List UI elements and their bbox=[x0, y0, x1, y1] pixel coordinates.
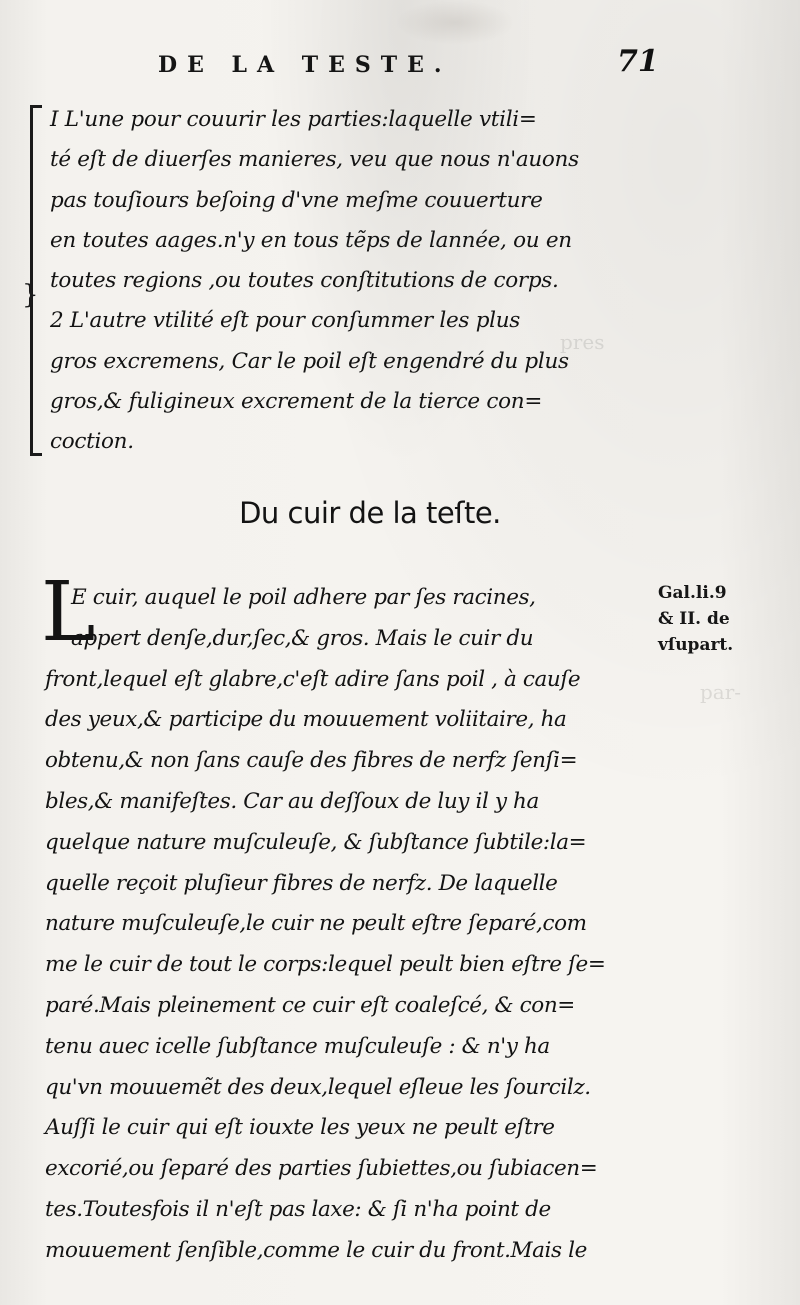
text-line: gros excremens, Car le poil eſt engendré du plus bbox=[50, 348, 569, 374]
text-line: toutes regions ,ou toutes conſtitutions de corps. bbox=[50, 268, 559, 294]
text-line: bles,& manifeſtes. Car au deſſoux de luy il y ha bbox=[45, 788, 539, 814]
body-paragraph bbox=[45, 578, 670, 1272]
paper-stain bbox=[395, 0, 515, 45]
text-line: front,lequel eſt glabre,c'eſt adire ſans poil , à cauſe bbox=[45, 666, 581, 692]
text-line: Auſſi le cuir qui eſt iouxte les yeux ne peult eſtre bbox=[45, 1115, 555, 1141]
page-header bbox=[0, 44, 800, 90]
page-number: 71 bbox=[617, 44, 659, 79]
bleed-through-text: par- bbox=[700, 680, 742, 704]
text-line: té eſt de diuerſes manieres, veu que nous n'auons bbox=[50, 147, 579, 173]
text-line: 2 L'autre vtilité eſt pour conſummer les plus bbox=[50, 308, 521, 334]
text-line: tenu auec icelle ſubſtance muſculeuſe : & n'y ha bbox=[45, 1033, 550, 1059]
text-line: I L'une pour couurir les parties:laquelle vtili= bbox=[50, 107, 537, 132]
brace-point: } bbox=[22, 280, 39, 310]
numbered-items-text bbox=[50, 100, 670, 463]
text-line: en toutes aages.n'y en tous tẽps de lannée, ou en bbox=[50, 227, 572, 253]
text-line: qu'vn mouuemẽt des deux,lequel eſleue les ſourcilz. bbox=[45, 1074, 591, 1100]
text-line: appert denſe,dur,ſec,& gros. Mais le cuir du bbox=[71, 625, 534, 651]
text-line: me le cuir de tout le corps:lequel peult bien eſtre ſe= bbox=[45, 952, 606, 978]
text-line: obtenu,& non ſans cauſe des fibres de nerfz ſenſi= bbox=[45, 748, 578, 774]
margin-note-line: vſupart. bbox=[658, 635, 734, 655]
running-head: DE LA TESTE. bbox=[158, 52, 452, 78]
text-line: pas touſiours beſoing d'vne meſme couuerture bbox=[50, 187, 543, 213]
text-line: coction. bbox=[50, 429, 134, 455]
text-line: E cuir, auquel le poil adhere par ſes racines, bbox=[71, 585, 536, 610]
text-line: nature muſculeuſe,le cuir ne peult eſtre ſeparé,com bbox=[45, 911, 587, 937]
text-line: mouuement ſenſible,comme le cuir du front.Mais le bbox=[45, 1237, 587, 1263]
text-line: paré.Mais pleinement ce cuir eſt coaleſcé, & con= bbox=[45, 992, 575, 1018]
text-line: des yeux,& participe du mouuement voliitaire, ha bbox=[45, 707, 567, 733]
text-line: tes.Toutesfois il n'eſt pas laxe: & ſi n'ha point de bbox=[45, 1196, 551, 1222]
drop-cap: L bbox=[41, 565, 96, 660]
text-line: quelque nature muſculeuſe, & ſubſtance ſubtile:la= bbox=[45, 829, 587, 855]
section-heading bbox=[0, 496, 800, 530]
bleed-through-text: pres bbox=[560, 330, 605, 354]
text-line: excorié,ou ſeparé des parties ſubiettes,ou ſubiacen= bbox=[45, 1156, 598, 1182]
margin-note-line: & II. de bbox=[658, 609, 730, 629]
section-heading-text: Du cuir de la teſte. bbox=[239, 496, 501, 530]
text-line: gros,& fuligineux excrement de la tierce con= bbox=[50, 389, 543, 415]
margin-note bbox=[658, 580, 788, 658]
text-line: quelle reçoit pluſieur fibres de nerfz. De laquelle bbox=[45, 870, 558, 896]
margin-note-line: Gal.li.9 bbox=[658, 583, 727, 603]
